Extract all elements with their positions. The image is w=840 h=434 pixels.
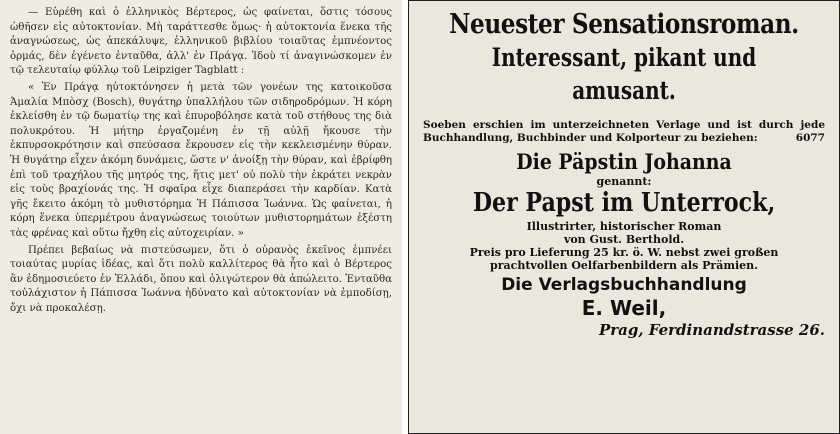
greek-paragraph-1: — Εὑρέθη καὶ ὁ ἑλληνικὸς Βέρτερος, ὡς φαίνεται, ὅστις τόσους ὠθῆσεν εἰς αὐτοκτονίαν. Μὴ ταράττεσθε ὅμως· ἡ αὐτοκτονία ἕνεκα τῆς ἀναγνώσεως, ὡς ἀπεκάλυψε, ἑλληνικοῦ βιβλίου τοιαῦτας ἐμπνέοντος ὁρμάς, δὲν ἐγένετο ἐνταῦθα, ἀλλ' ἐν Πράγᾳ. Ἰδοὺ τί ἀναγινώσκομεν ἐν τῷ τελευταίῳ φύλλῳ τοῦ Leipziger Tagblatt : (10, 7, 392, 77)
ad-number: 6077 (795, 132, 825, 144)
price-line: Preis pro Lieferung 25 kr. ö. W. nebst zwei großen prachtvollen Oelfarbenbildern als Prämien. (469, 246, 779, 272)
book-description: Illustrirter, historischer Roman (526, 220, 722, 233)
genannt-label: genannt: (596, 175, 652, 188)
publisher-intro: Die Verlagsbuchhandlung (501, 275, 747, 295)
book-title: Die Päpstin Johanna (516, 149, 732, 174)
greek-paragraph-2: « Ἐν Πράγᾳ ηὐτοκτόνησεν ἡ μετὰ τῶν γονέων της κατοικοῦσα Ἀμαλία Μπὸσχ (Bosch), θυγάτηρ ὑπαλλήλου τῶν σιδηροδρόμων. Ἡ κόρη ἐκλείσθη ἐν τῷ δωματίῳ της καὶ ἐπυροβόλησε κατὰ τοῦ στήθους της διὰ πολυκρότου. Ἡ μήτηρ ἐργαζομένη ἐν τῇ αὐλῇ ἤκουσε τὴν ἐκπυρσοκρότησιν καὶ σπεύσασα ἔκρουσεν εἰς τὴν κεκλεισμένην θύραν. Ἡ θυγάτηρ εἶχεν ἀκόμη δυνάμεις, ὥστε ν' ἀνοίξῃ τὴν θύραν, καὶ ἐβρίφθη ἐπὶ τοῦ τραχήλου τῆς μητρός της, ἥτις μετ' οὐ πολὺ τὴν ἐκράτει νεκρὰν εἰς τοὺς βραχίονάς της. Ἡ σφαῖρα εἶχε διαπεράσει τὴν καρδίαν. Κατὰ γῆς ἔκειτο ἀκόμη τὸ μυθιστόρημα Ἡ Πάπισσα Ἰωάννα. Ὡς φαίνεται, ἡ κόρη ἕνεκα ὑπερμέτρου ἀναγνώσεως τοιούτων μυθιστορημάτων ἐξέστη τὰς φρένας καὶ οὕτω ἤχθη εἰς αὐτοχειρίαν. » (10, 81, 392, 239)
author-line: von Gust. Berthold. (563, 233, 685, 246)
ad-intro (409, 119, 839, 145)
greek-paragraph-3: Πρέπει βεβαίως νὰ πιστεύσωμεν, ὅτι ὁ οὐρανὸς ἐκεῖνος ἐμπνέει τοιαύτας μυρίας ἰδέας, καὶ ὅτι πολὺ καλλίτερος θὰ ἦτο καὶ ὁ Βέρτερος ἂν ἐδημοσιεύετο ἐν Ἑλλάδι, ὅπου καὶ ὀλιγώτερον θὰ ἀπώλειτο. Ἐνταῦθα τοὐλάχιστον ἡ Πάπισσα Ἰωάννα ἠδύνατο καὶ αὐτοκτονίαν νὰ ἐμποδίσῃ, ὄχι νὰ προκαλέσῃ. (10, 244, 392, 314)
publisher-name: E. Weil, (581, 296, 667, 320)
ad-headline-2: Interessant, pikant und amusant. (491, 43, 757, 105)
ad-intro-text: Soeben erschien im unterzeichneten Verlage und ist durch jede Buchhandlung, Buchbinder und Kolporteur zu beziehen: (423, 119, 825, 144)
ad-headline-1: Neuester Sensationsroman. (449, 9, 799, 40)
publisher-address: Prag, Ferdinandstrasse 26. (598, 321, 825, 339)
greek-newspaper-clipping (0, 0, 402, 434)
german-advertisement (408, 0, 840, 434)
book-subtitle: Der Papst im Unterrock, (472, 188, 776, 218)
